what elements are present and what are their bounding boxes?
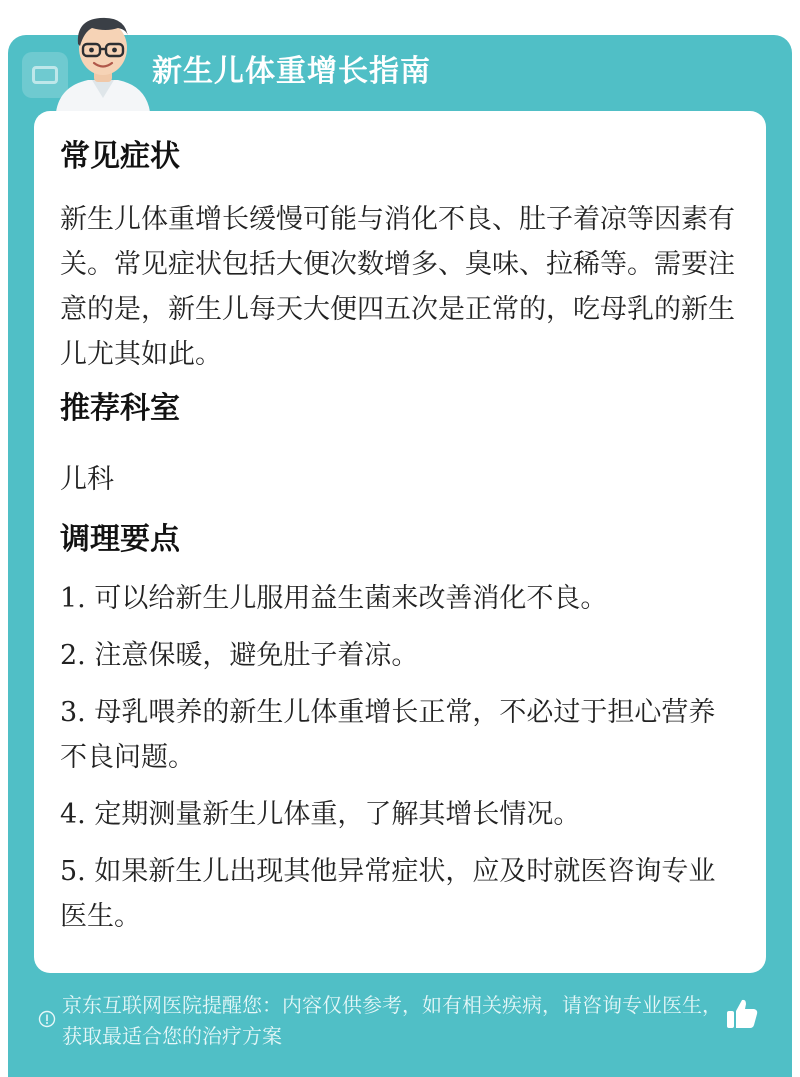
doctor-avatar-icon — [48, 8, 158, 112]
list-item-text: 可以给新生儿服用益生菌来改善消化不良。 — [94, 583, 608, 614]
list-item-number: 3. — [60, 697, 86, 728]
list-item-number: 1. — [60, 583, 86, 614]
care-list — [60, 576, 740, 939]
list-item-text: 注意保暖，避免肚子着凉。 — [94, 640, 419, 671]
list-item-number: 4. — [60, 799, 86, 830]
list-item — [60, 792, 740, 837]
care-heading: 调理要点 — [60, 522, 180, 557]
symptoms-heading: 常见症状 — [60, 139, 180, 174]
symptoms-text: 新生儿体重增长缓慢可能与消化不良、肚子着凉等因素有关。常见症状包括大便次数增多、臭味、拉稀等。需要注意的是，新生儿每天大便四五次是正常的，吃母乳的新生儿尤其如此。 — [60, 204, 735, 370]
list-item — [60, 690, 740, 780]
content-panel — [34, 111, 766, 973]
list-item-text: 定期测量新生儿体重，了解其增长情况。 — [94, 799, 581, 830]
page-title: 新生儿体重增长指南 — [152, 54, 431, 89]
list-item — [60, 633, 740, 678]
info-icon — [38, 1010, 56, 1028]
list-item-number: 5. — [60, 856, 86, 887]
department-heading: 推荐科室 — [60, 391, 180, 426]
disclaimer-notice: 京东互联网医院提醒您：内容仅供参考，如有相关疾病，请咨询专业医生，获取最适合您的治疗方案 — [62, 993, 722, 1048]
list-item-text: 母乳喂养的新生儿体重增长正常，不必过于担心营养不良问题。 — [60, 697, 716, 773]
list-item — [60, 849, 740, 939]
list-item — [60, 576, 740, 621]
department-text: 儿科 — [60, 464, 114, 495]
thumbs-up-icon[interactable] — [724, 996, 760, 1032]
list-item-number: 2. — [60, 640, 86, 671]
list-item-text: 如果新生儿出现其他异常症状，应及时就医咨询专业医生。 — [60, 856, 716, 932]
